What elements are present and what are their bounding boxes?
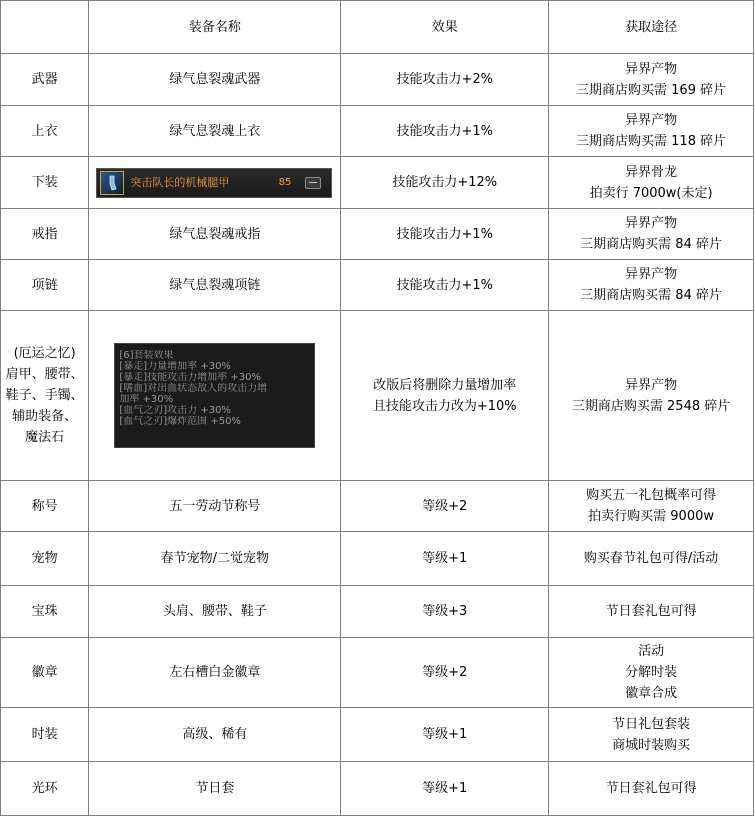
slot-line: 辅助装备、 (12, 409, 78, 424)
table-row-emblem (1, 638, 754, 708)
set-effect-line: [血气之刃]攻击力 +30% (119, 405, 231, 416)
source-line: 分解时装 (625, 665, 678, 680)
name-cell: 头肩、腰带、鞋子 (89, 586, 341, 638)
effect-cell: 等级+1 (341, 708, 549, 762)
source-line: 三期商店购买需 84 碎片 (580, 288, 722, 303)
effect-line: 改版后将删除力量增加率 (373, 377, 517, 393)
table-row-set (1, 311, 754, 481)
slot-line: 肩甲、腰带、 (5, 367, 84, 382)
slot-cell: 光环 (1, 762, 89, 816)
source-line: 徽章合成 (625, 686, 678, 701)
table-row-title (1, 481, 754, 532)
header-equipment-name: 装备名称 (89, 1, 341, 54)
table-row-aura (1, 762, 754, 816)
source-line: 三期商店购买需 84 碎片 (580, 237, 722, 252)
slot-line: 魔法石 (25, 430, 65, 445)
source-line: 活动 (638, 644, 665, 659)
slot-cell: 戒指 (1, 209, 89, 260)
effect-cell: 技能攻击力+1% (341, 209, 549, 260)
table-row-avatar (1, 708, 754, 762)
source-line: 节日礼包套装 (612, 716, 691, 732)
effect-cell: 等级+2 (341, 638, 549, 708)
name-cell: 春节宠物/二觉宠物 (89, 532, 341, 586)
source-line: 异界产物 (625, 113, 678, 128)
source-cell: 购买春节礼包可得/活动 (549, 532, 754, 586)
effect-cell: 技能攻击力+1% (341, 260, 549, 311)
source-line: 拍卖行购买需 9000w (588, 509, 714, 524)
set-effect-line: [6]套装效果 (119, 350, 174, 361)
source-line: 三期商店购买需 118 碎片 (576, 134, 727, 149)
name-cell: 节日套 (89, 762, 341, 816)
slot-cell: 时装 (1, 708, 89, 762)
effect-cell: 等级+3 (341, 586, 549, 638)
source-cell (549, 708, 754, 762)
header-effect: 效果 (341, 1, 549, 54)
source-line: 购买五一礼包概率可得 (586, 488, 717, 503)
slot-cell: 下装 (1, 157, 89, 209)
source-cell (549, 260, 754, 311)
item-name: 突击队长的机械腿甲 (130, 175, 230, 189)
effect-cell: 等级+2 (341, 481, 549, 532)
header-source: 获取途径 (549, 1, 754, 54)
set-effect-line: [暴走]力量增加率 +30% (119, 361, 231, 372)
table-row-top (1, 106, 754, 157)
set-effect-line: [嗜血]对出血状态敌人的攻击力增 (119, 383, 268, 394)
set-effect-tooltip (114, 343, 315, 448)
slot-cell: 武器 (1, 54, 89, 106)
table-row-ring (1, 209, 754, 260)
table-row-weapon (1, 54, 754, 106)
source-line: 异界骨龙 (625, 164, 678, 180)
source-line: 三期商店购买需 169 碎片 (576, 82, 727, 98)
source-cell (549, 311, 754, 481)
source-line: 三期商店购买需 2548 碎片 (571, 398, 731, 414)
source-line: 商城时装购买 (612, 737, 691, 753)
source-line: 异界产物 (625, 216, 678, 231)
source-cell (549, 54, 754, 106)
name-cell: 绿气息裂魂戒指 (89, 209, 341, 260)
source-cell (549, 106, 754, 157)
table-row-pet (1, 532, 754, 586)
leg-armor-icon (100, 171, 124, 195)
set-effect-line: [血气之刃]爆炸范围 +50% (119, 416, 241, 427)
effect-cell: 技能攻击力+12% (341, 157, 549, 209)
item-level: 85 (278, 177, 292, 188)
source-line: 异界产物 (625, 267, 678, 282)
slot-cell: 徽章 (1, 638, 89, 708)
source-cell (549, 481, 754, 532)
slot-cell (1, 311, 89, 481)
source-line: 拍卖行 7000w(未定) (589, 185, 713, 201)
set-effect-line: [暴走]技能攻击力增加率 +30% (119, 372, 261, 383)
name-cell: 绿气息裂魂武器 (89, 54, 341, 106)
effect-cell: 等级+1 (341, 532, 549, 586)
slot-line: 鞋子、手镯、 (5, 388, 84, 403)
slot-cell: 称号 (1, 481, 89, 532)
effect-cell: 等级+1 (341, 762, 549, 816)
collapse-icon (305, 177, 321, 189)
source-cell (549, 638, 754, 708)
name-cell: 左右槽白金徽章 (89, 638, 341, 708)
source-cell (549, 209, 754, 260)
slot-line: (厄运之忆) (13, 346, 76, 361)
slot-cell: 项链 (1, 260, 89, 311)
slot-cell: 上衣 (1, 106, 89, 157)
table-row-necklace (1, 260, 754, 311)
source-line: 异界产物 (625, 61, 678, 77)
name-cell (89, 311, 341, 481)
name-cell: 五一劳动节称号 (89, 481, 341, 532)
name-cell: 绿气息裂魂项链 (89, 260, 341, 311)
name-cell: 高级、稀有 (89, 708, 341, 762)
name-cell: 绿气息裂魂上衣 (89, 106, 341, 157)
table-header-row (1, 1, 754, 54)
name-cell (89, 157, 341, 209)
header-slot (1, 1, 89, 54)
set-effect-line: 加率 +30% (119, 394, 174, 405)
table-row-orb (1, 586, 754, 638)
effect-cell (341, 311, 549, 481)
source-cell: 节日套礼包可得 (549, 762, 754, 816)
source-cell (549, 157, 754, 209)
slot-cell: 宠物 (1, 532, 89, 586)
slot-cell: 宝珠 (1, 586, 89, 638)
effect-cell: 技能攻击力+2% (341, 54, 549, 106)
source-line: 异界产物 (625, 377, 678, 393)
effect-line: 且技能攻击力改为+10% (372, 398, 517, 414)
source-cell: 节日套礼包可得 (549, 586, 754, 638)
item-tooltip-bar (96, 168, 332, 198)
table-row-bottom (1, 157, 754, 209)
effect-cell: 技能攻击力+1% (341, 106, 549, 157)
